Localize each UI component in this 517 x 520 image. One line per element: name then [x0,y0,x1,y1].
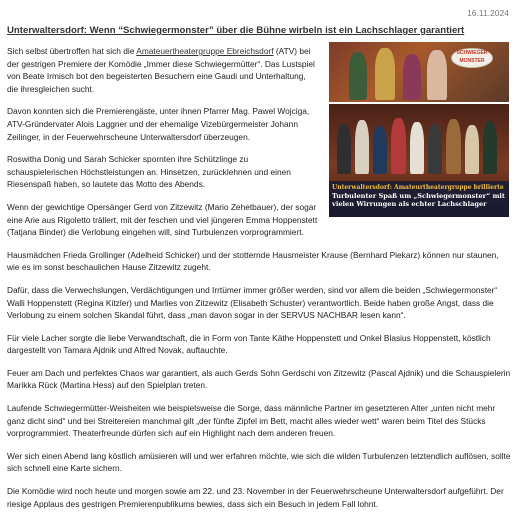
article-paragraph: Wenn der gewichtige Opersänger Gerd von Zitzewitz (Mario Zehetbauer), der sogar eine Arie aus Rigoletto trällert, mit der feschen und viel jüngeren Emma Hoppenstett (Tatjana Binder) die Verlobung eingehen will, sind Turbulenzen vorprogrammiert. [7,201,318,238]
article-paragraph: Davon konnten sich die Premierengäste, unter ihnen Pfarrer Mag. Pawel Wojciga, ATV-Gründervater Alois Laggner und der ehemalige Vizebürgermeister Johann Zeilinger, in der Feuerwehrscheune Unterwaltersdorf überzeugen. [7,106,310,142]
photo-caption-subtitle: Unterwaltersdorf: Amateurtheatergruppe brillierte [332,184,504,191]
article-intro [7,45,319,95]
publish-date: 16.11.2024 [467,8,509,18]
atv-link[interactable]: Amateuertheatergruppe Ebreichsdorf [136,46,274,56]
article-paragraph: Feuer am Dach und perfektes Chaos war garantiert, als auch Gerds Sohn Gerdschi von Zitzewitz (Pascal Ajdnik) und die Schauspielerin Marikka Rück (Martina Hess) auf den Spielplan treten. [7,367,511,391]
schwiegermonster-sign: SCHWIEGER MONSTER [451,48,493,68]
article-paragraph: Hausmädchen Frieda Grollinger (Adelheid Schicker) und der stotternde Hausmeister Krause (Bernhard Piekarz) können nur staunen, wie es im sonst beschaulichen Hause Zitzewitz zugeht. [7,249,499,273]
article-paragraph: Die Komödie wird noch heute und morgen sowie am 22. und 23. November in der Feuerwehrscheune Unterwaltersdorf aufgeführt. Der riesige Applaus des gestrigen Premierenpublikums bewies, dass sich ein Besuch in jedem Fall lohnt. [7,486,504,509]
article-paragraph: Dafür, dass die Verwechslungen, Verdächtigungen und Irrtümer immer größer werden, sind vor allem die beiden „Schwiegermonster“ Walli Hoppenstett (Regina Kitzler) und Marlies von Zitzewitz (Elisabeth Schuster) verantwortlich. Beide haben große Angst, dass die Verlobung zu einem solchen Skandal führt, dass „man davon sogar in der SERVUS NACHBAR lesen kann“. [7,284,498,321]
article-headline: Unterwaltersdorf: Wenn “Schwiegermonster” über die Bühne wirbeln ist ein Lachschlager garantiert [7,25,465,36]
intro-text-start: Sich selbst übertroffen hat sich die [7,46,137,56]
photo-caption-title: Turbulenter Spaß um „Schwiegermonster“ mit vielen Wirrungen als echter Lachschlager [332,192,505,209]
intro-text-end: (ATV) bei der gestrigen Premiere der Komödie „Immer diese Schwiegermütter“. Das Lustspiel von Beate Irmisch bot den begeisterten Besuchern eine Gaudi und Unterhaltung, die ihresgleichen sucht. [7,46,315,94]
article-paragraph: Roswitha Donig und Sarah Schicker spornten ihre Schützlinge zu schauspielerischen Höchstleistungen an. Hinsetzen, zurücklehnen und einen Riesenspaß haben, so lautete das Motto des Abends. [7,154,291,190]
article-paragraph: Wer sich einen Abend lang köstlich amüsieren will und wer erfahren möchte, wie sich die wilden Turbulenzen letztendlich auflösen, sollte sich schnell eine Karte sichern. [7,450,511,474]
article-body [7,45,512,520]
article-paragraph: Für viele Lacher sorgte die liebe Verwandtschaft, die in Form von Tante Käthe Hoppenstett und Onkel Blasius Hoppenstett, köstlich dargestellt von Tamara Ajdnik und Alfred Novak, auftauchte. [7,332,491,356]
article-paragraph: Laufende Schwiegermütter-Weisheiten wie beispielsweise die Sorge, dass männliche Partner im gesetzteren Alter „unten nicht mehr ganz dicht sind“ und bei Streitereien manchmal gilt „der fünfte Zipfel im Bett, macht alles wieder wett“ waren beim Titel des Stücks vorprogrammiert. Theaterfreunde dürfen sich auf ein Highlight nach dem anderen freuen. [7,403,496,439]
